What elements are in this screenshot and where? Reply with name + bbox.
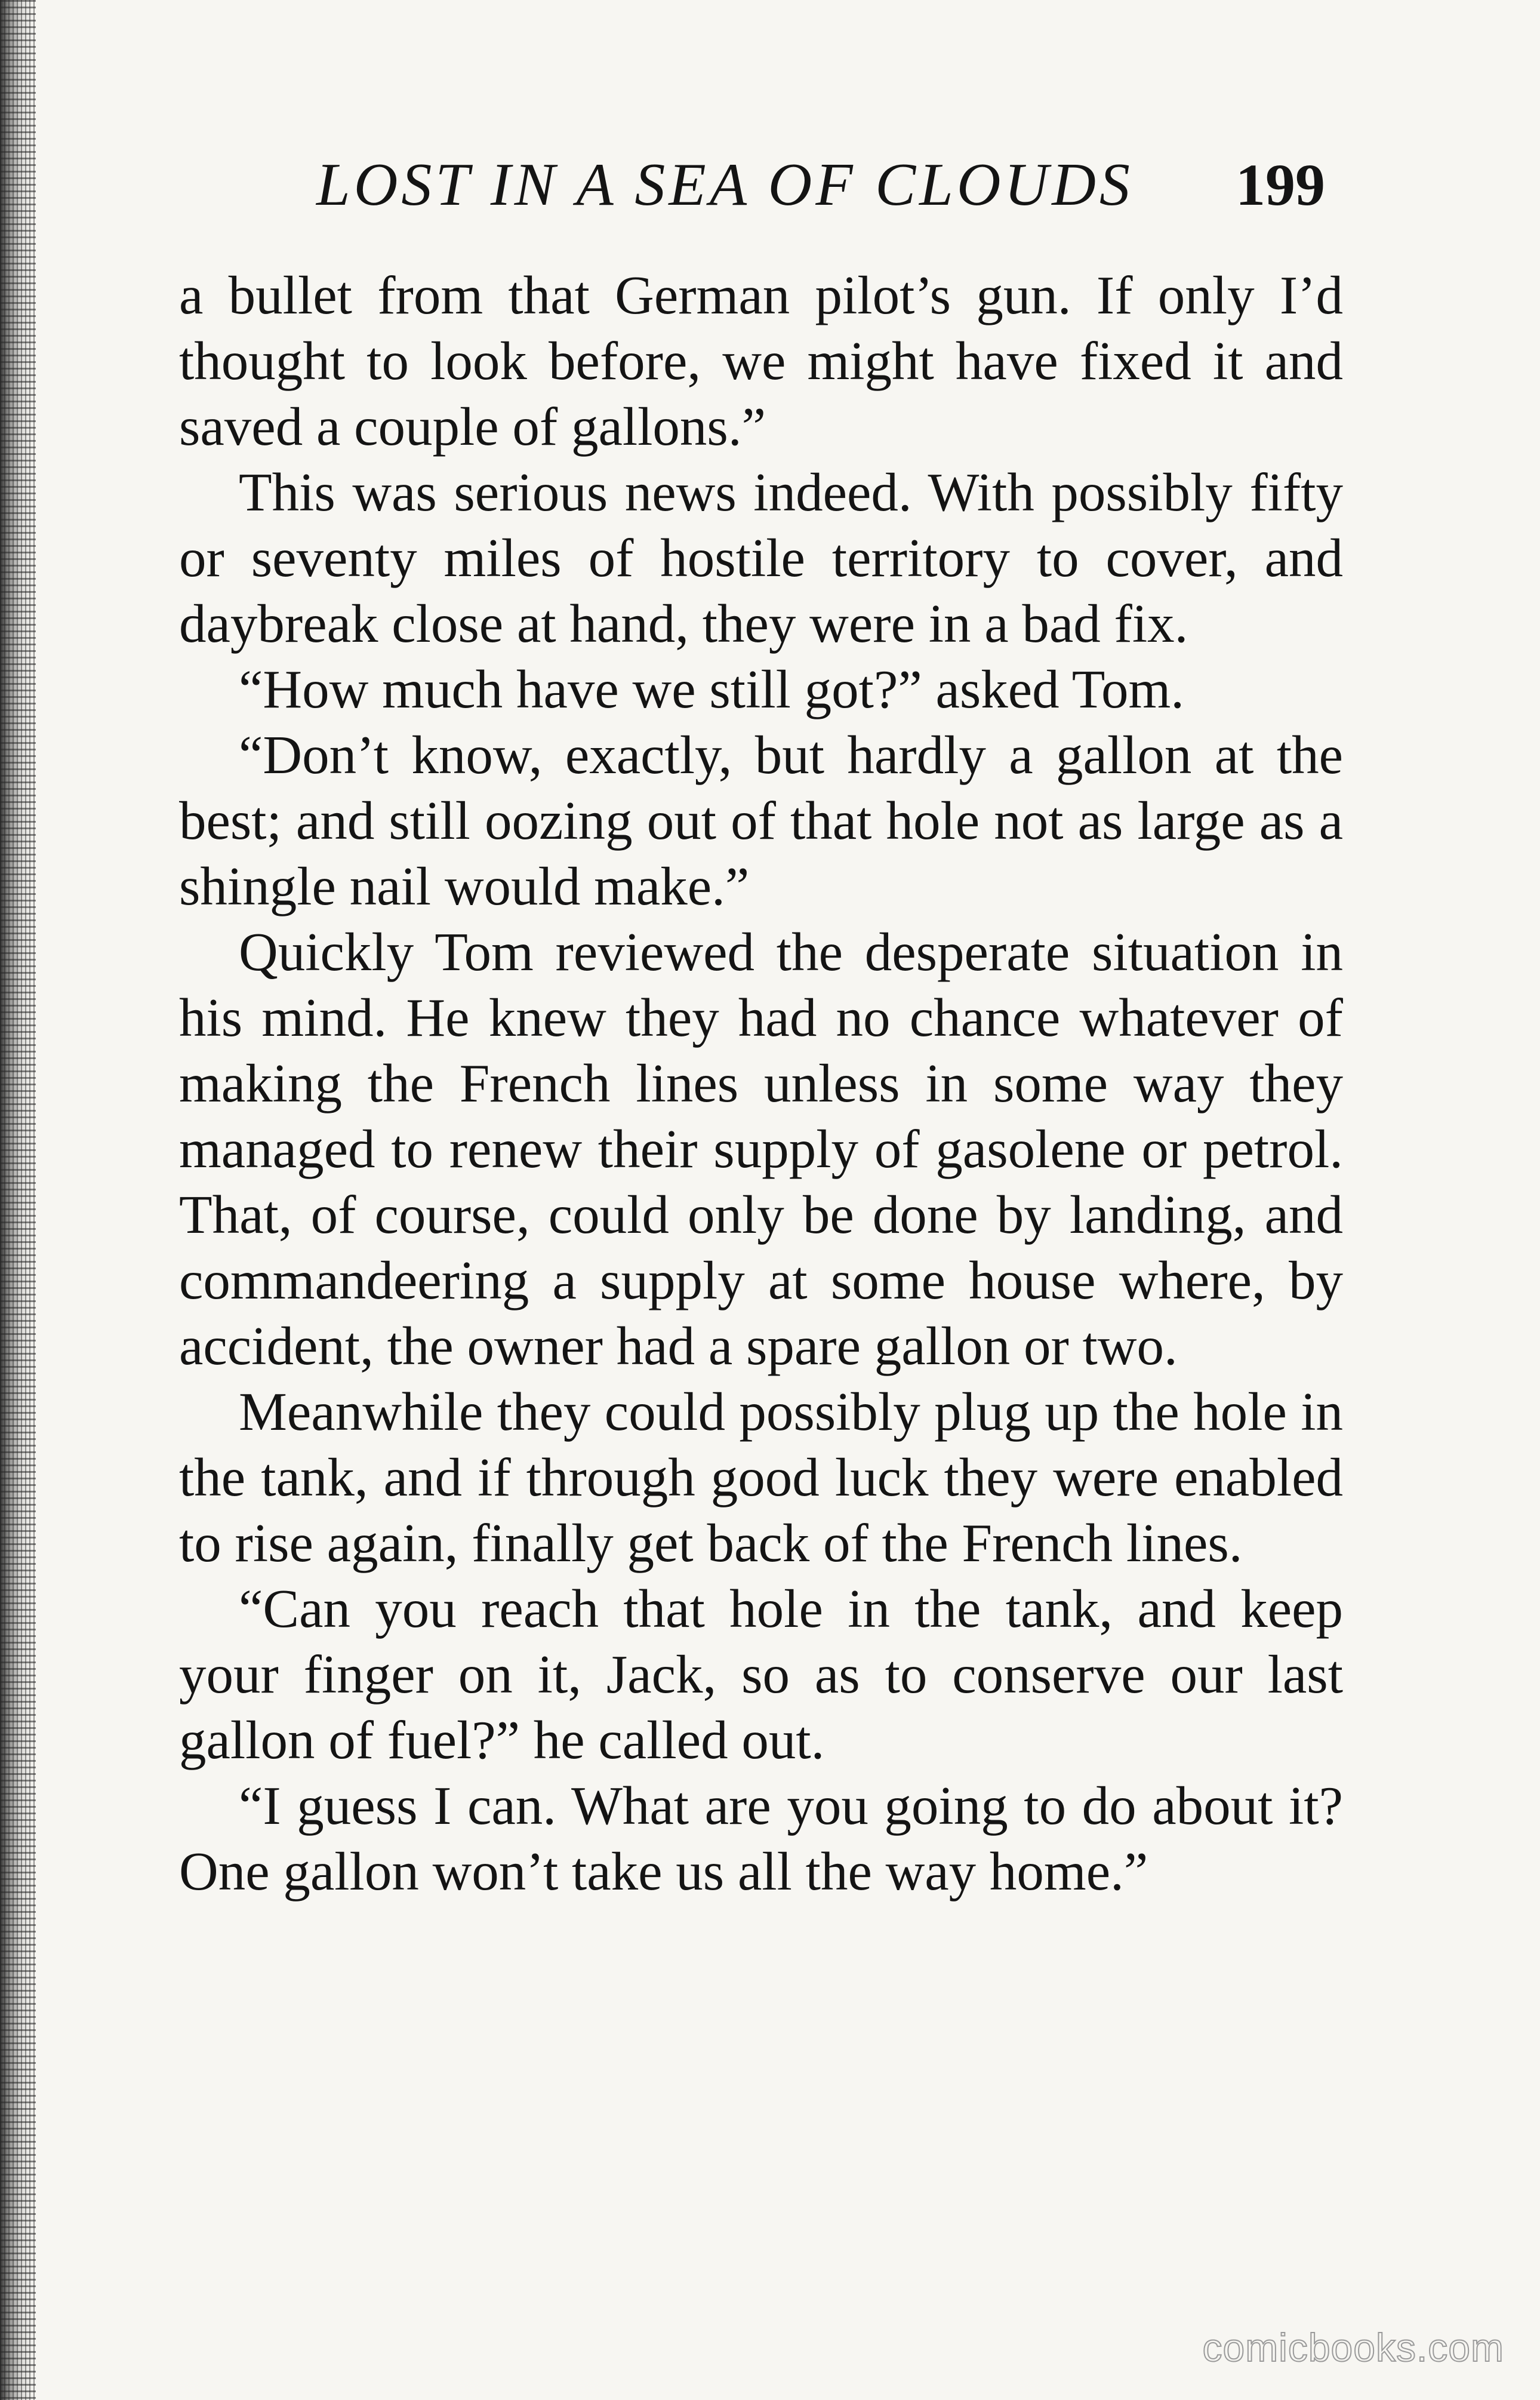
paragraph: Meanwhile they could possibly plug up the hole in the tank, and if through good luck they were enabled to rise again, finally get back of the French lines.: [179, 1381, 1343, 1573]
page-number: 199: [1236, 152, 1325, 218]
paragraph: “How much have we still got?” asked Tom.: [239, 659, 1185, 719]
body-text: [179, 263, 1343, 1904]
paragraph: Quickly Tom reviewed the desperate situation in his mind. He knew they had no chance whatever of making the French lines unless in some way they managed to renew their supply of gasolene or petrol. That, of course, could only be done by landing, and commandeering a supply at some house where, by accident, the owner had a spare gallon or two.: [179, 922, 1343, 1376]
paragraph: This was serious news indeed. With possibly fifty or seventy miles of hostile territory to cover, and daybreak close at hand, they were in a bad fix.: [179, 462, 1343, 654]
binding-edge: [0, 0, 36, 2400]
paragraph: “I guess I can. What are you going to do about it? One gallon won’t take us all the way home.”: [179, 1776, 1343, 1901]
paragraph: “Can you reach that hole in the tank, and keep your finger on it, Jack, so as to conserve our last gallon of fuel?” he called out.: [179, 1579, 1343, 1770]
paragraph: a bullet from that German pilot’s gun. If only I’d thought to look before, we might have fixed it and saved a couple of gallons.”: [179, 265, 1343, 457]
page-header: [316, 143, 1325, 227]
watermark-logo: comicbooks.com: [1202, 2325, 1504, 2370]
running-head: LOST IN A SEA OF CLOUDS: [316, 151, 1134, 219]
paragraph: “Don’t know, exactly, but hardly a gallon at the best; and still oozing out of that hole not as large as a shingle nail would make.”: [179, 725, 1343, 916]
